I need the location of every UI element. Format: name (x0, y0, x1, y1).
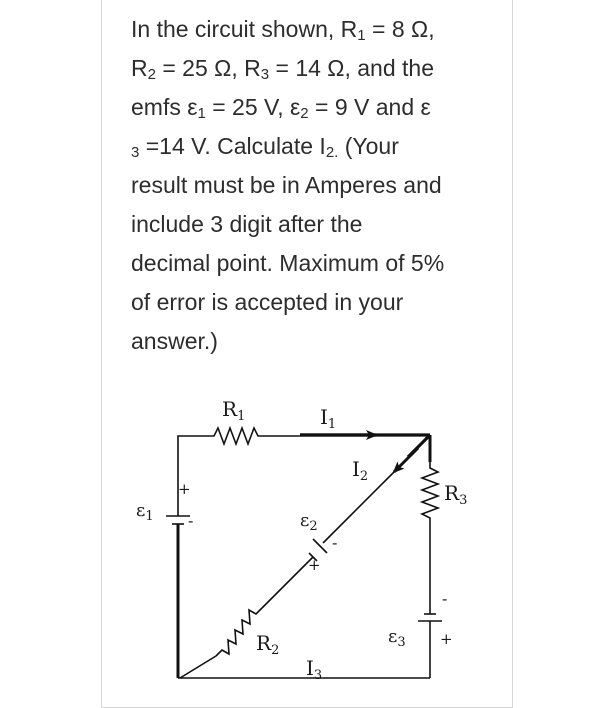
label-i2: $I_2$ (352, 457, 369, 484)
problem-line-8: of error is accepted in your (131, 289, 404, 315)
problem-line-7: decimal point. Maximum of 5% (131, 250, 445, 276)
label-i3: $I_3$ (306, 656, 323, 683)
label-i1: $I_1$ (320, 405, 337, 432)
label-e3: $\varepsilon_3$ (388, 626, 406, 650)
problem-line-3: emfs $\varepsilon_1 = 25$ V, $\varepsilon_2 = 9$ V and ε (131, 94, 431, 122)
circuit-diagram (130, 388, 500, 700)
label-e2: $\varepsilon_2$ (300, 510, 318, 534)
label-e3-minus: - (442, 589, 448, 608)
problem-text (131, 10, 501, 361)
resistor-r3 (422, 462, 438, 524)
circuit-svg (130, 388, 500, 700)
label-r1: $R_1$ (222, 397, 246, 424)
wire-diagonal-mid (262, 557, 313, 608)
problem-line-4: $_3$ =14 V. Calculate $I_{2.}$ (Your (131, 133, 399, 161)
label-e2-minus: - (332, 533, 338, 552)
label-e1: $\varepsilon_1$ (136, 500, 154, 524)
label-r3: $R_3$ (444, 481, 468, 508)
wire-diagonal-bottom (180, 656, 216, 678)
label-e2-plus: + (308, 556, 321, 574)
label-e3-plus: + (440, 630, 453, 648)
problem-line-1: In the circuit shown, $R_1 = 8$ Ω, (131, 16, 435, 44)
problem-line-5: result must be in Amperes and (131, 172, 442, 198)
label-e1-plus: + (178, 480, 191, 498)
wire-top-left (178, 436, 208, 516)
problem-line-2: $R_2 = 25$ Ω, $R_3 = 14$ Ω, and the (131, 55, 435, 83)
problem-line-9: answer.) (131, 328, 218, 354)
problem-line-6: include 3 digit after the (131, 211, 363, 237)
label-e1-minus: - (188, 511, 194, 530)
arrow-i2 (394, 448, 418, 472)
resistor-r1 (208, 428, 266, 444)
label-r2: $R_2$ (256, 631, 280, 658)
